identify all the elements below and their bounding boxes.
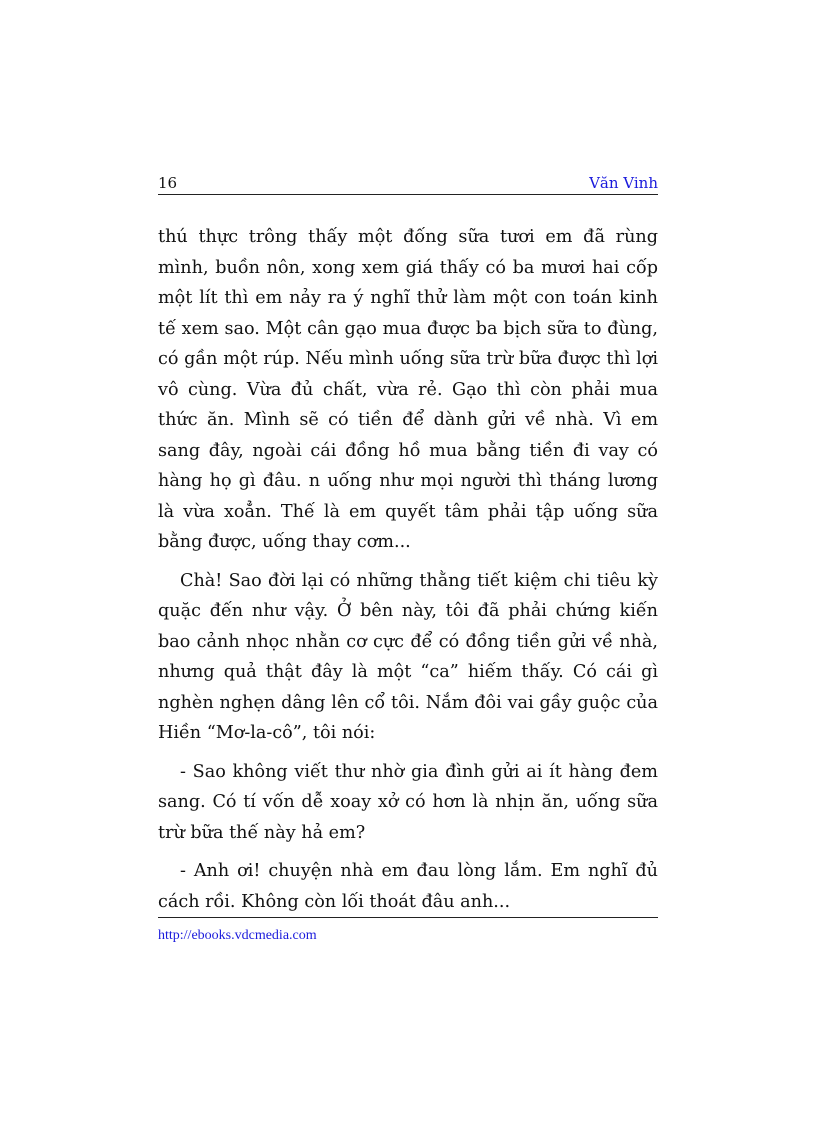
body-text [158,222,658,925]
paragraph-dialogue-question: - Sao không viết thư nhờ gia đình gửi ai ít hàng đem sang. Có tí vốn dễ xoay xở có hơn là nhịn ăn, uống sữa trừ bữa thế này hả em? [158,761,658,843]
footer-link[interactable]: http://ebooks.vdcmedia.com [158,928,317,943]
paragraph-narration: Chà! Sao đời lại có những thằng tiết kiệm chi tiêu kỳ quặc đến như vậy. Ở bên này, tôi đã phải chứng kiến bao cảnh nhọc nhằn cơ cực để có đồng tiền gửi về nhà, nhưng quả thật đây là một “ca” hiếm thấy. Có cái gì nghèn nghẹn dâng lên cổ tôi. Nắm đôi vai gầy guộc của Hiền “Mơ-la-cô”, tôi nói: [158,570,658,743]
page-header [158,172,658,195]
author-name: Văn Vinh [589,174,658,192]
paragraph-continuation: thú thực trông thấy một đống sữa tươi em đã rùng mình, buồn nôn, xong xem giá thấy có ba mươi hai cốp một lít thì em nảy ra ý nghĩ thử làm một con toán kinh tế xem sao. Một cân gạo mua được ba bịch sữa to đùng, có gần một rúp. Nếu mình uống sữa trừ bữa được thì lợi vô cùng. Vừa đủ chất, vừa rẻ. Gạo thì còn phải mua thức ăn. Mình sẽ có tiền để dành gửi về nhà. Vì em sang đây, ngoài cái đồng hồ mua bằng tiền đi vay có hàng họ gì đâu. n uống như mọi người thì tháng lương là vừa xoẳn. Thế là em quyết tâm phải tập uống sữa bằng được, uống thay cơm... [158,227,658,552]
paragraph-dialogue-answer: - Anh ơi! chuyện nhà em đau lòng lắm. Em nghĩ đủ cách rồi. Không còn lối thoát đâu anh... [158,861,658,912]
footer-rule [158,917,658,918]
page-number: 16 [158,174,178,192]
